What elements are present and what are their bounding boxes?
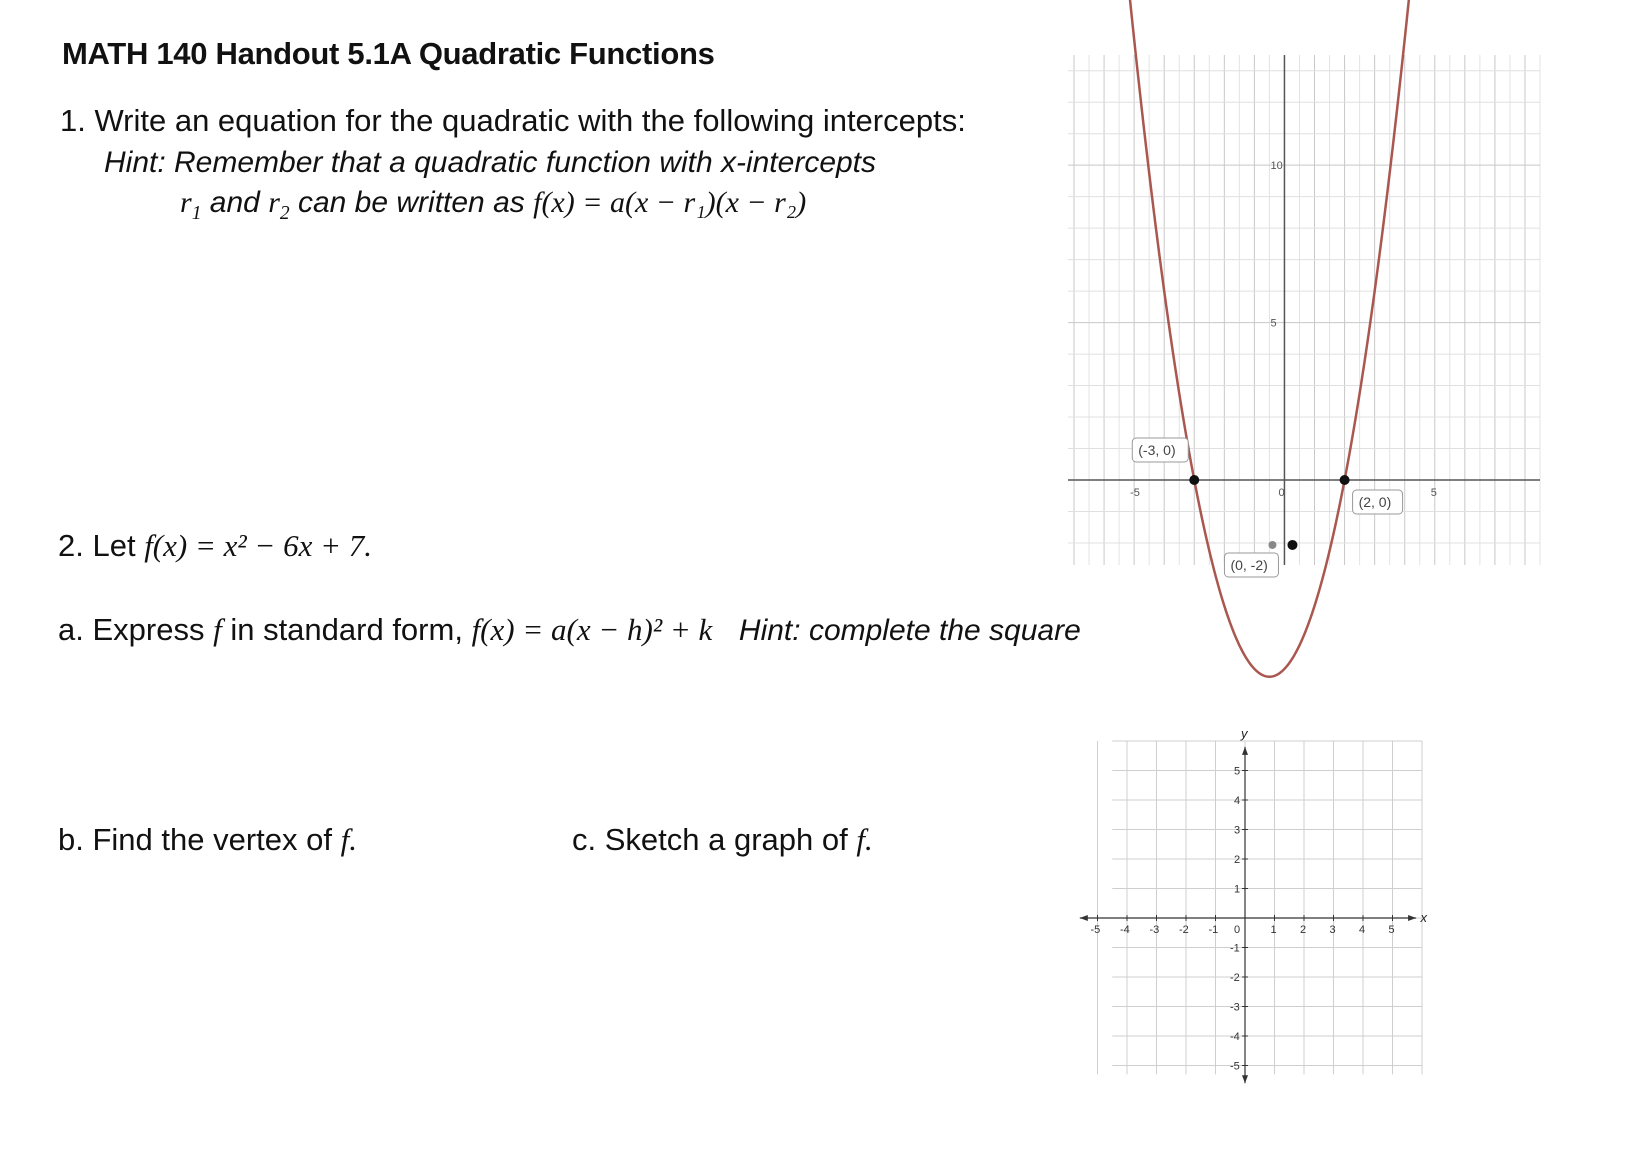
- y-tick-label: 5: [1270, 317, 1277, 330]
- x-intercept-point: [1340, 475, 1350, 485]
- qb-text: b. Find the vertex of: [58, 822, 332, 857]
- qa-formula: f(x) = a(x − h)² + k: [471, 612, 713, 647]
- parabola-chart: [1068, 55, 1540, 573]
- qc-f: f.: [856, 822, 873, 857]
- y-tick-label: 10: [1270, 160, 1283, 173]
- x-axis-arrow-right: [1408, 915, 1416, 921]
- y-tick-label: -3: [1230, 1001, 1240, 1014]
- question-2: [58, 528, 372, 564]
- qb-f: f.: [340, 822, 357, 857]
- x-tick-label: -1: [1208, 924, 1219, 936]
- x-axis-arrow-left: [1080, 915, 1088, 921]
- x-tick-label: 2: [1300, 924, 1307, 936]
- x-tick-label: -4: [1120, 924, 1130, 936]
- y-tick-label: 3: [1234, 824, 1241, 837]
- y-tick-label: -5: [1230, 1060, 1240, 1073]
- y-tick-label: -4: [1230, 1031, 1240, 1043]
- sketch-grid-chart: [1088, 726, 1428, 1080]
- x-tick-label: 3: [1329, 924, 1336, 936]
- hint-line-2: [180, 186, 806, 225]
- qa-f: f: [213, 612, 222, 647]
- page-title: MATH 140 Handout 5.1A Quadratic Functions: [62, 36, 715, 71]
- origin-label: 0: [1234, 924, 1241, 936]
- x-tick-label: -3: [1149, 924, 1160, 936]
- parabola-curve: [1068, 0, 1540, 677]
- y-tick-label: -1: [1230, 942, 1240, 955]
- qa-hint: Hint: complete the square: [738, 614, 1081, 647]
- point-label: (2, 0): [1358, 494, 1392, 510]
- y-tick-label: 1: [1234, 883, 1241, 896]
- x-axis-label: x: [1420, 910, 1428, 925]
- q2-function: f(x) = x² − 6x + 7.: [144, 528, 373, 563]
- x-tick-label: 4: [1359, 924, 1366, 936]
- question-2b: [58, 822, 357, 858]
- x-tick-label: 5: [1388, 924, 1395, 936]
- y-axis-arrow-down: [1242, 1075, 1248, 1083]
- y-tick-label: 2: [1234, 854, 1241, 866]
- hint-line-1: Hint: Remember that a quadratic function with x-intercepts: [104, 146, 877, 179]
- y-tick-label: -2: [1230, 972, 1240, 984]
- x-tick-label: -5: [1090, 924, 1101, 936]
- question-2a: [58, 612, 1081, 648]
- point-label: (-3, 0): [1138, 442, 1176, 458]
- y-tick-label: 5: [1234, 765, 1241, 778]
- r1-symbol: $r_1$: [180, 186, 202, 224]
- x-tick-label: -2: [1179, 924, 1189, 936]
- y-axis-label: y: [1241, 726, 1248, 742]
- hint-formula: f(x) = a(x − r₁)(x − r₂): [533, 186, 807, 219]
- vertex-marker: [1268, 541, 1276, 549]
- qa-text2: in standard form,: [230, 612, 463, 647]
- qc-text: c. Sketch a graph of: [572, 822, 848, 857]
- point-label: (0, -2): [1230, 556, 1268, 573]
- qa-text: a. Express: [58, 612, 205, 647]
- x-intercept-point: [1189, 475, 1199, 485]
- x-tick-label: -5: [1130, 487, 1140, 499]
- hint-and: and: [209, 186, 260, 219]
- r2-symbol: $r_2$: [268, 186, 290, 224]
- q2-label: 2. Let: [58, 528, 136, 563]
- y-intercept-point: [1287, 540, 1297, 550]
- x-tick-label: 0: [1278, 487, 1285, 499]
- x-tick-label: 1: [1270, 924, 1277, 936]
- y-tick-label: 4: [1234, 795, 1241, 807]
- question-2c: [572, 822, 873, 858]
- question-1: 1. Write an equation for the quadratic with the following intercepts:: [60, 103, 966, 138]
- hint-mid: can be written as: [297, 186, 525, 219]
- y-axis-arrow-up: [1242, 747, 1248, 755]
- x-tick-label: 5: [1430, 487, 1437, 499]
